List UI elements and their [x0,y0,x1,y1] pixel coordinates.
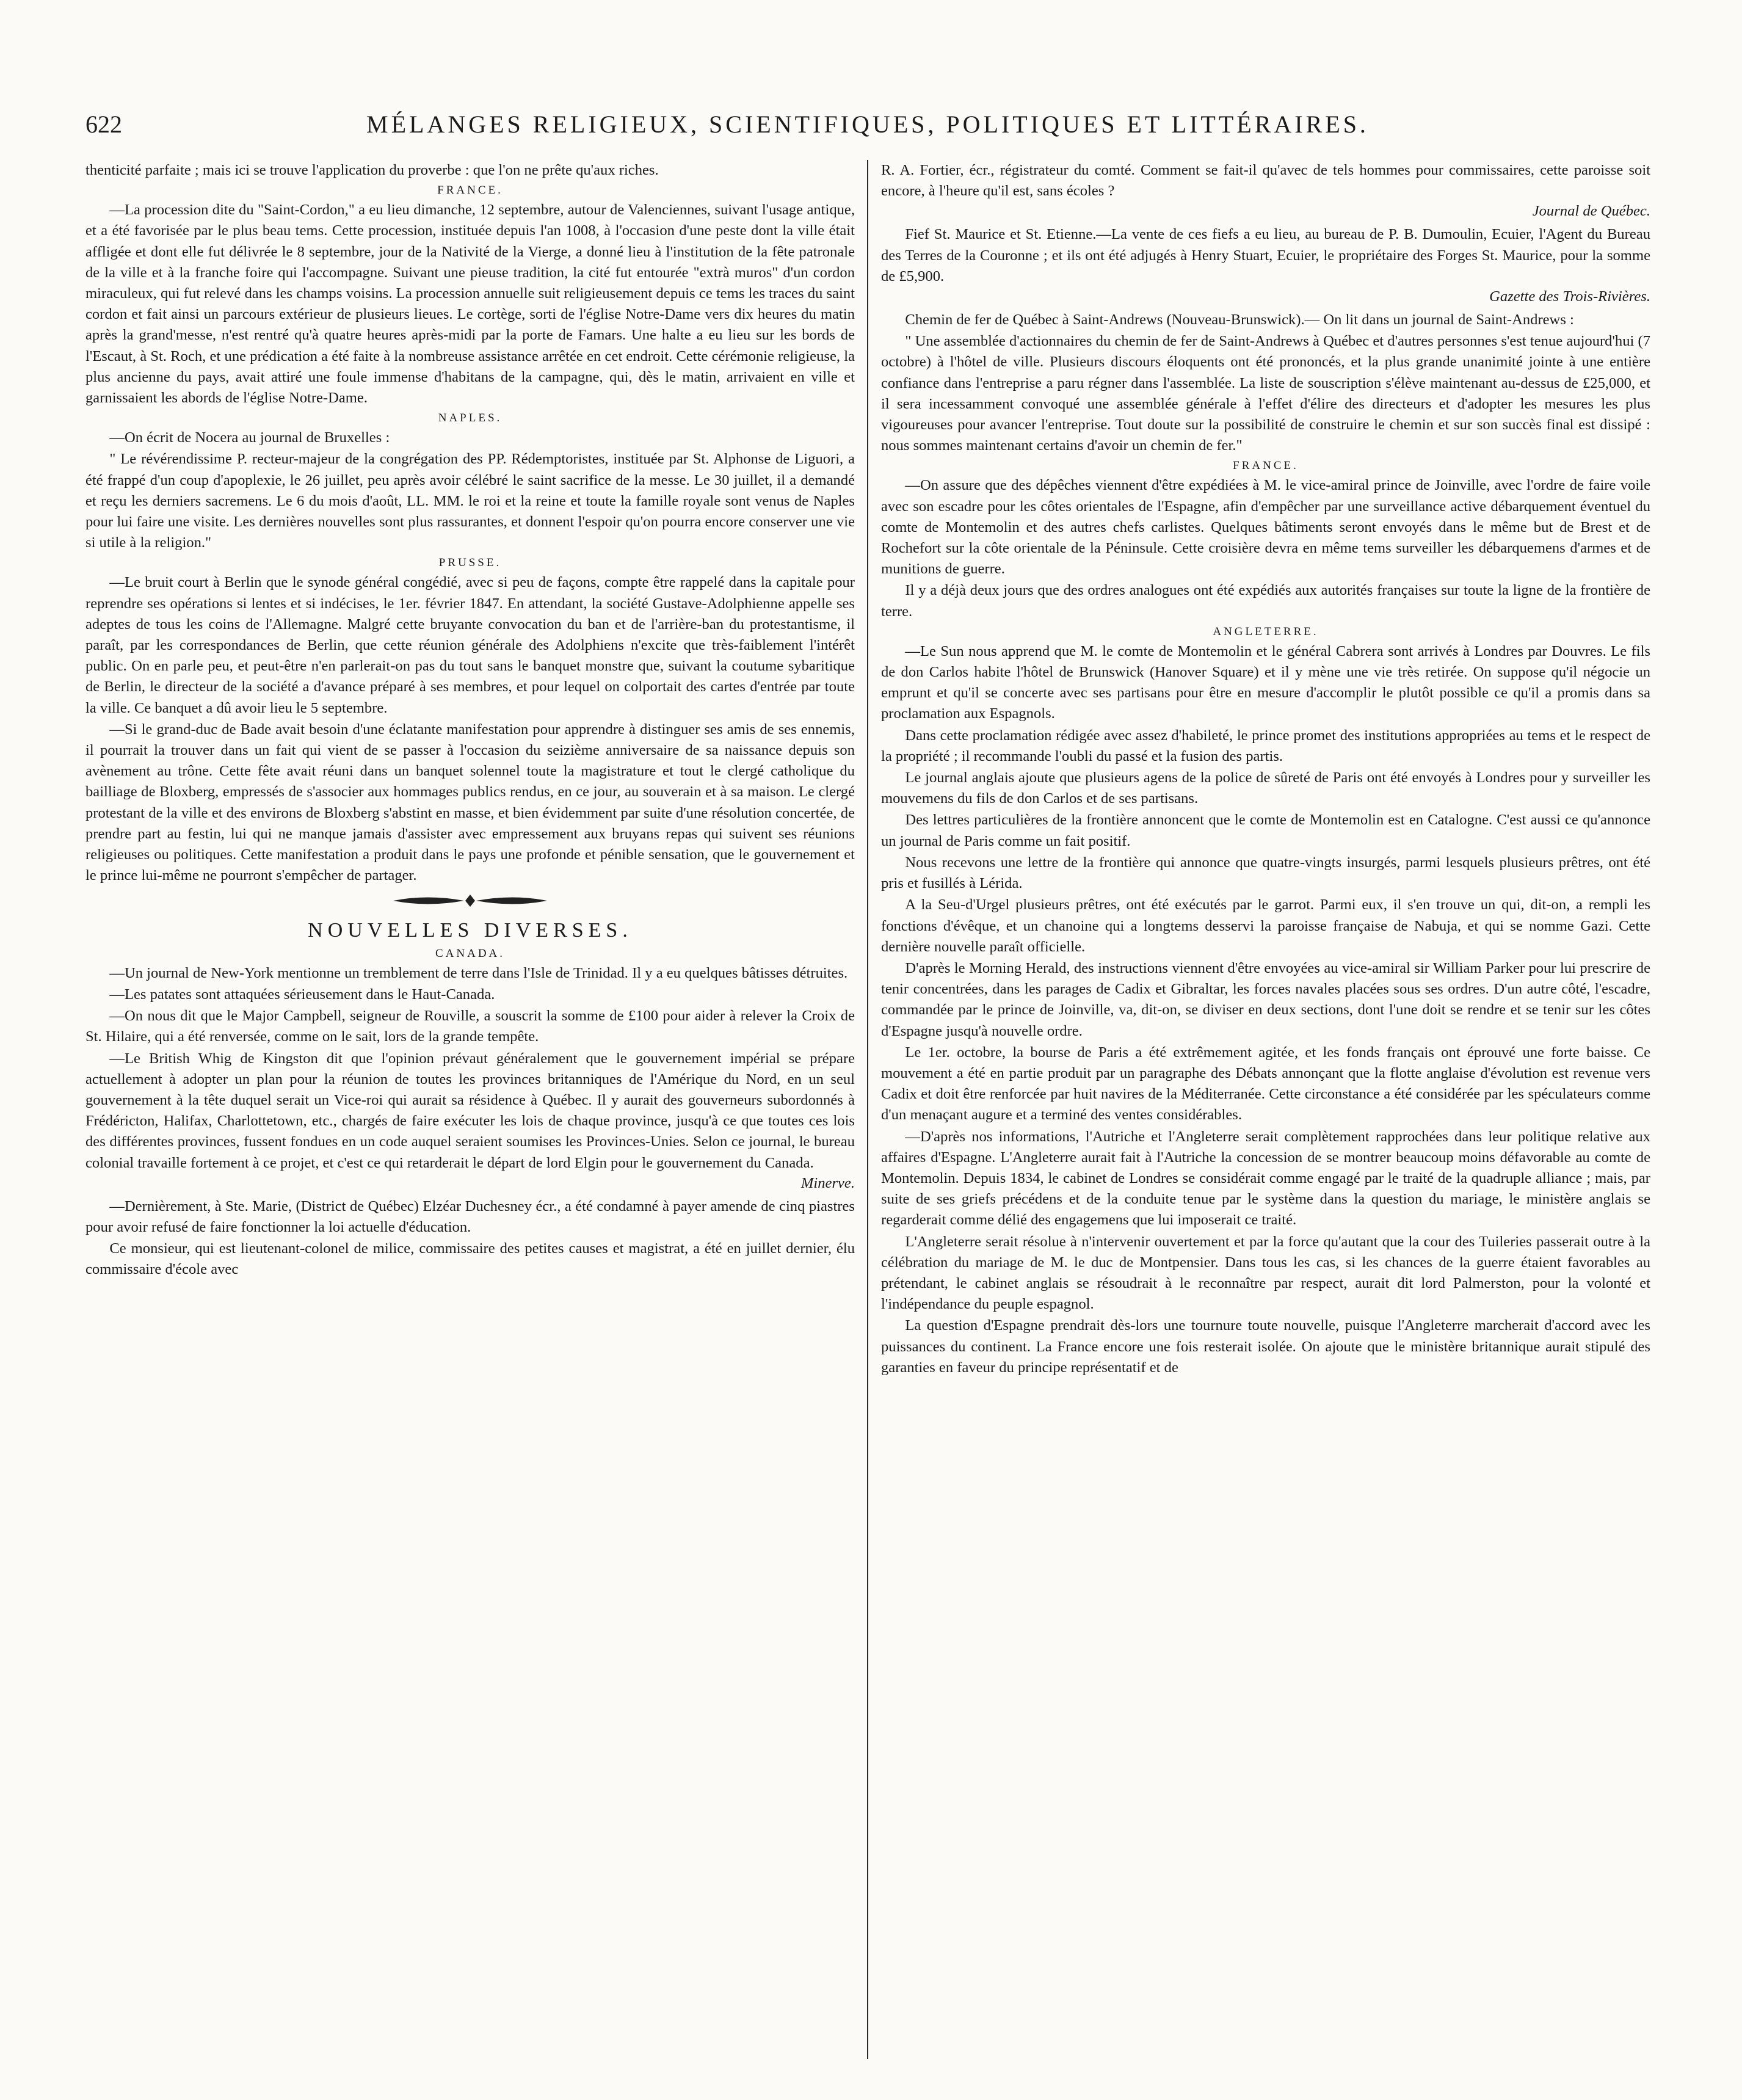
continued-paragraph: R. A. Fortier, écr., régistrateur du comté. Comment se fait-il qu'avec de tels hommes pour commissaires, cette paroisse soit encore, à l'heure qu'il est, sans écoles ? [881,162,1650,200]
article-paragraph: Des lettres particulières de la frontière annoncent que le comte de Montemolin est en Catalogne. C'est aussi ce qu'annonce un journal de Paris comme un fait positif. [881,812,1650,849]
article-paragraph: Le journal anglais ajoute que plusieurs agens de la police de sûreté de Paris ont été envoyés à Londres pour y surveiller les mouvemens du fils de don Carlos et de ses partisans. [881,769,1650,807]
nouvelles-diverses-title: NOUVELLES DIVERSES. [308,918,633,942]
left-column [85,160,855,2065]
section-heading-naples: NAPLES. [438,412,503,425]
article-paragraph: —On écrit de Nocera au journal de Bruxelles : [109,429,390,446]
source-attribution: Gazette des Trois-Rivières. [1489,288,1650,305]
source-attribution: Journal de Québec. [1532,203,1650,220]
article-paragraph: La question d'Espagne prendrait dès-lors une tournure toute nouvelle, puisque l'Angleterre marcherait d'accord avec les puissances du continent. La France encore une fois resterait isolée. On ajoute que le ministère britannique aurait stipulé des garanties en faveur du principe représentatif et de [881,1317,1650,1376]
article-paragraph: A la Seu-d'Urgel plusieurs prêtres, ont été exécutés par le garrot. Parmi eux, il s'en trouve un qui, dit-on, a rempli les fonctions d'évêque, et un chanoine qui a longtems desservi la paroisse française de Nabuja, et qui se nomme Gazi. Cette dernière nouvelle paraît officielle. [881,896,1650,955]
page-number: 622 [85,111,122,138]
section-heading-prusse: PRUSSE. [438,556,502,570]
article-paragraph: —Dernièrement, à Ste. Marie, (District de Québec) Elzéar Duchesney écr., a été condamné à payer amende de cinq piastres pour avoir refusé de faire fonctionner la loi actuelle d'éducation. [85,1197,855,1235]
section-heading-france: FRANCE. [437,184,503,197]
article-paragraph: —Les patates sont attaquées sérieusement dans le Haut-Canada. [109,986,495,1003]
section-heading-canada: CANADA. [435,946,506,960]
article-paragraph: —Si le grand-duc de Bade avait besoin d'une éclatante manifestation pour apprendre à distinguer ses amis de ses ennemis, il pourrait la trouver dans un fait qui vient de se passer à l'occasion du seizième anniversaire de sa naissance depuis son avènement au trône. Cette fête avait réuni dans un banquet solennel toute la magistrature et tout le clergé catholique du bailliage de Bloxberg, empressés de s'associer aux hommages publics rendus, en ce jour, au souverain et à sa maison. Le clergé protestant de la ville et des environs de Bloxberg s'abstint en masse, et bien évidemment par suite d'une résolution concertée, de prendre part au festin, lui qui ne manque jamais d'assister avec empressement aux bruyans repas qui suivent ses réunions religieuses ou politiques. Cette manifestation a produit dans le pays une profonde et pénible sensation, que le gouvernement et le prince lui-même ne pourront s'empêcher de partager. [85,721,855,884]
article-paragraph: —On nous dit que le Major Campbell, seigneur de Rouville, a souscrit la somme de £100 pour aider à relever la Croix de St. Hilaire, qui a été renversée, comme on le sait, lors de la grande tempête. [85,1008,855,1045]
column-divider [867,160,868,2059]
right-column [881,160,1650,2065]
running-title: MÉLANGES RELIGIEUX, SCIENTIFIQUES, POLITIQUES ET LITTÉRAIRES. [366,111,1369,138]
article-paragraph: Le 1er. octobre, la bourse de Paris a été extrêmement agitée, et les fonds français ont éprouvé une forte baisse. Ce mouvement a été en partie produit par un paragraphe des Débats annonçant que la flotte anglaise d'évolution est revenue vers Cadix et doit être renforcée par huit navires de la Méditerranée. Cette circonstance a été considérée par les spéculateurs comme d'un menaçant augure et a terminé des ventes considérables. [881,1044,1650,1124]
article-paragraph: " Une assemblée d'actionnaires du chemin de fer de Saint-Andrews à Québec et d'autres personnes s'est tenue aujourd'hui (7 octobre) à l'hôtel de ville. Plusieurs discours éloquents ont été prononcés, et la plus grande unanimité jointe à une entière confiance dans l'entreprise a paru régner dans l'assemblée. La liste de souscription s'élève maintenant au-dessus de £25,000, et il sera incessamment convoqué une assemblée générale à l'effet d'élire des directeurs et d'adopter les mesures les plus vigoureuses pour avancer l'entreprise. Tout doute sur la possibilité de construire le chemin et sur son succès final est dissipé : nous sommes maintenant certains d'avoir un chemin de fer." [881,333,1650,454]
article-paragraph: L'Angleterre serait résolue à n'intervenir ouvertement et par la force qu'autant que la cour des Tuileries passerait outre à la célébration du mariage de M. le duc de Montpensier. Dans tous les cas, si les chances de la guerre étaient favorables au prétendant, le cabinet anglais se résoudrait à le reconnaître par respect, aurait dit lord Palmerston, pour la volonté et l'indépendance du peuple espagnol. [881,1233,1650,1313]
article-paragraph: —On assure que des dépêches viennent d'être expédiées à M. le vice-amiral prince de Joinville, avec l'ordre de faire voile avec son escadre pour les côtes orientales de l'Espagne, afin d'empêcher par une surveillance active débarquement éventuel du comte de Montemolin et des autres chefs carlistes. Quelques bâtiments seront envoyés dans le même but de Brest et de Rochefort sur la côte orientale de la Péninsule. Cette croisière devra en même tems surveiller les débarquemens d'armes et de munitions de guerre. [881,477,1650,578]
section-heading-france: FRANCE. [1233,459,1299,473]
article-paragraph: —Le British Whig de Kingston dit que l'opinion prévaut généralement que le gouvernement impérial se prépare actuellement à adopter un plan pour la réunion de toutes les provinces britanniques de l'Amérique du Nord, en un seul gouvernement à la tête duquel serait un Vice-roi qui aurait sa résidence à Québec. Il y aurait des gouverneurs subordonnés à Frédéricton, Halifax, Charlottetown, etc., chargés de faire exécuter les lois de chaque province, jusqu'à ce que toutes ces lois des différentes provinces, fussent fondues en un code auquel seraient soumises les Provinces-Unies. Selon ce journal, le bureau colonial travaille fortement à ce projet, et c'est ce qui retarderait le départ de lord Elgin pour le gouvernement du Canada. [85,1050,855,1171]
article-paragraph: Chemin de fer de Québec à Saint-Andrews (Nouveau-Brunswick).— On lit dans un journal de Saint-Andrews : [905,311,1574,329]
article-paragraph: " Le révérendissime P. recteur-majeur de la congrégation des PP. Rédemptoristes, instituée par St. Alphonse de Liguori, a été frappé d'un coup d'apoplexie, le 26 juillet, peu après avoir célébré le saint sacrifice de la messe. Le 30 juillet, il a demandé et reçu les derniers sacremens. Le 6 du mois d'août, LL. MM. le roi et la reine et toute la famille royale sont venus de Naples pour lui faire une visite. Les dernières nouvelles sont plus rassurantes, et donnent l'espoir qu'on pourra encore conserver une vie si utile à la religion." [85,451,855,551]
section-heading-angleterre: ANGLETERRE. [1213,625,1319,638]
ornament-divider [85,893,855,915]
article-paragraph: Fief St. Maurice et St. Etienne.—La vente de ces fiefs a eu lieu, au bureau de P. B. Dumoulin, Ecuier, l'Agent du Bureau des Terres de la Couronne ; et ils ont été adjugés à Henry Stuart, Ecuier, le propriétaire des Forges St. Maurice, pour la somme de £5,900. [881,226,1650,285]
article-paragraph: Il y a déjà deux jours que des ordres analogues ont été expédiés aux autorités françaises sur toute la ligne de la frontière de terre. [881,582,1650,620]
article-paragraph: D'après le Morning Herald, des instructions viennent d'être envoyées au vice-amiral sir William Parker pour lui prescrire de tenir concentrées, dans les parages de Cadix et Gibraltar, les forces navales placées sous ses ordres. D'un autre côté, l'escadre, commandée par le prince de Joinville, va, dit-on, se diviser en deux sections, dont l'une doit se rendre et se tenir sur les côtes d'Espagne jusqu'à nouvelle ordre. [881,959,1650,1039]
page-header [85,110,1649,147]
article-paragraph: —La procession dite du "Saint-Cordon," a eu lieu dimanche, 12 septembre, autour de Valenciennes, suivant l'usage antique, et a été favorisée par le plus beau tems. Cette procession, instituée depuis l'an 1008, à l'occasion d'une peste dont la ville était affligée et dont elle fut délivrée le 8 septembre, jour de la Nativité de la Vierge, a donné lieu à l'institution de la fête patronale de la ville et à la franche foire qui l'accompagne. Suivant une pieuse tradition, la cité fut entourée "extrà muros" d'un cordon miraculeux, qui fut relevé dans les champs voisins. La procession annuelle suit religieusement depuis ce tems les traces du saint cordon et fait ainsi un parcours extérieur de plusieurs lieues. Le cortège, sorti de l'église Notre-Dame vers dix heures du matin après la grand'messe, n'est rentré qu'à quatre heures après-midi par la porte de Famars. Une halte a eu lieu sur les bords de l'Escaut, à St. Roch, et une prédication a été faite à la nombreuse assistance arrêtée en cet endroit. Cette cérémonie religieuse, la plus ancienne du pays, avait attiré une foule immense d'habitans de la campagne, qui, dès le matin, arrivaient en ville et garnissaient les abords de l'église Notre-Dame. [85,202,855,407]
article-paragraph: —Le bruit court à Berlin que le synode général congédié, avec si peu de façons, compte être rappelé dans la capitale pour reprendre ses opérations si lentes et si indécises, le 1er. février 1847. En attendant, la société Gustave-Adolphienne appelle ses adeptes de tous les coins de l'Allemagne. Malgré cette bruyante convocation du ban et de l'arrière-ban du protestantisme, il paraît, par les correspondances de Berlin, que cette réunion générale des Adolphiens n'excite que très-faiblement l'intérêt public. On en parle peu, et peut-être n'en parlerait-on pas du tout sans le banquet monstre que, suivant la coutume sybaritique de Berlin, le directeur de la société a d'avance préparé à ses membres, et pour lequel on colportait des cartes d'entrée par toute la ville. Ce banquet a dû avoir lieu le 5 septembre. [85,574,855,716]
article-paragraph: Ce monsieur, qui est lieutenant-colonel de milice, commissaire des petites causes et magistrat, a été en juillet dernier, élu commissaire d'école avec [85,1240,855,1278]
article-paragraph: —Le Sun nous apprend que M. le comte de Montemolin et le général Cabrera sont arrivés à Londres par Douvres. Le fils de don Carlos habite l'hôtel de Brunswick (Hanover Square) et il y mène une vie très retirée. On suppose qu'il négocie un emprunt et qu'il se concerte avec ses partisans pour être en mesure d'accomplir le plutôt possible ce qu'il a promis dans sa proclamation aux Espagnols. [881,642,1650,722]
source-attribution: Minerve. [800,1174,855,1191]
article-paragraph: —Un journal de New-York mentionne un tremblement de terre dans l'Isle de Trinidad. Il y a eu quelques bâtisses détruites. [109,964,848,981]
article-paragraph: Dans cette proclamation rédigée avec assez d'habileté, le prince promet des institutions appropriées au tems et le respect de la propriété ; il recommande l'oubli du passé et la fusion des partis. [881,727,1650,765]
article-paragraph: Nous recevons une lettre de la frontière qui annonce que quatre-vingts insurgés, parmi lesquels plusieurs prêtres, ont été pris et fusillés à Lérida. [881,854,1650,892]
continued-paragraph: thenticité parfaite ; mais ici se trouve l'application du proverbe : que l'on ne prête qu'aux riches. [85,162,659,178]
ornament-divider-icon [391,893,550,909]
article-paragraph: —D'après nos informations, l'Autriche et l'Angleterre serait complètement rapprochées dans leur politique relative aux affaires d'Espagne. L'Angleterre aurait fait à l'Autriche la concession de se montrer beaucoup moins défavorable au comte de Montemolin. Depuis 1834, le cabinet de Londres se considérait comme engagé par le traité de la quadruple alliance ; mais, par suite de ses griefs précédens et de la conduite tenue par le système dans la question du mariage, le ministère anglais se regarderait comme délié des engagemens que lui imposerait ce traité. [881,1128,1650,1229]
